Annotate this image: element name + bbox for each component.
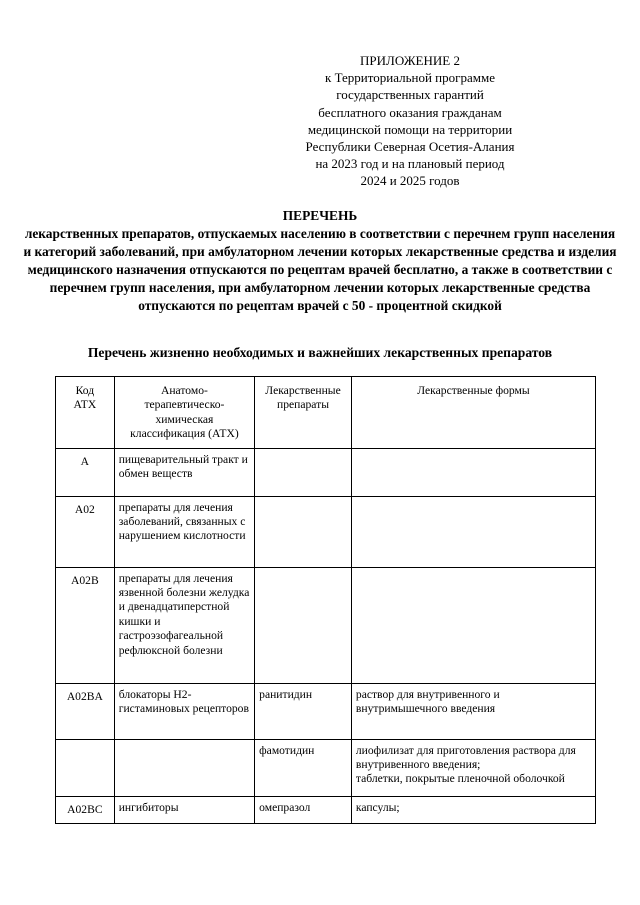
table-row: [56, 448, 596, 496]
drug-table: [55, 376, 596, 824]
cell-forms: лиофилизат для приготовления раствора для внутривенного введения; таблетки, покрытые пленочной оболочкой: [351, 739, 595, 796]
annex-header: ПРИЛОЖЕНИЕ 2: [360, 53, 460, 68]
cell-drug: [255, 567, 352, 683]
header-drugs: Лекарственные препараты: [255, 377, 352, 449]
list-subtitle: Перечень жизненно необходимых и важнейших лекарственных препаратов: [87, 345, 553, 360]
table-row: [56, 683, 596, 739]
cell-drug: [255, 448, 352, 496]
cell-drug: фамотидин: [255, 739, 352, 796]
cell-classification: ингибиторы: [114, 796, 254, 823]
annex-line: 2024 и 2025 годов: [360, 173, 460, 189]
cell-classification: блокаторы H2-гистаминовых рецепторов: [114, 683, 254, 739]
cell-forms: раствор для внутривенного и внутримышечного введения: [351, 683, 595, 739]
header-atc-classification: Анатомо- терапевтическо- химическая классификация (АТХ): [114, 377, 254, 449]
table-row: [56, 567, 596, 683]
table-row: [56, 496, 596, 567]
cell-code: A02BA: [56, 683, 115, 739]
cell-classification: препараты для лечения язвенной болезни желудка и двенадцатиперстной кишки и гастроэзофагеальной рефлюксной болезни: [114, 567, 254, 683]
cell-forms: капсулы;: [351, 796, 595, 823]
cell-forms: [351, 448, 595, 496]
document-title: [20, 207, 620, 315]
cell-code: A: [56, 448, 115, 496]
annex-line: медицинской помощи на территории: [307, 121, 513, 137]
cell-code: A02BC: [56, 796, 115, 823]
cell-code: A02B: [56, 567, 115, 683]
cell-classification: пищеварительный тракт и обмен веществ: [114, 448, 254, 496]
annex-line: к Территориальной программе: [325, 70, 495, 86]
annex-line: бесплатного оказания гражданам: [318, 104, 502, 120]
annex-block: [285, 52, 535, 190]
table-row: [56, 796, 596, 823]
cell-drug: [255, 496, 352, 567]
table-header-row: [56, 377, 596, 449]
table-row: [56, 739, 596, 796]
cell-forms: [351, 496, 595, 567]
title-heading: ПЕРЕЧЕНЬ: [282, 208, 358, 223]
annex-line: на 2023 год и на плановый период: [315, 156, 505, 172]
cell-classification: препараты для лечения заболеваний, связанных с нарушением кислотности: [114, 496, 254, 567]
cell-forms: [351, 567, 595, 683]
cell-classification: [114, 739, 254, 796]
cell-drug: ранитидин: [255, 683, 352, 739]
cell-code: [56, 739, 115, 796]
cell-code: A02: [56, 496, 115, 567]
header-forms: Лекарственные формы: [351, 377, 595, 449]
annex-line: Республики Северная Осетия-Алания: [305, 139, 515, 155]
annex-line: государственных гарантий: [336, 87, 484, 103]
header-atc-code: Код АТХ: [56, 377, 115, 449]
cell-drug: омепразол: [255, 796, 352, 823]
title-description: лекарственных препаратов, отпускаемых населению в соответствии с перечнем групп населения и категорий заболеваний, при амбулаторном лечении которых лекарственные средства и изделия медицинского назначения отпускаются по рецептам врачей бесплатно, а также в соответствии с перечнем групп населения, при амбулаторном лечении которых лекарственные средства отпускаются по рецептам врачей с 50 - процентной скидкой: [23, 226, 617, 313]
